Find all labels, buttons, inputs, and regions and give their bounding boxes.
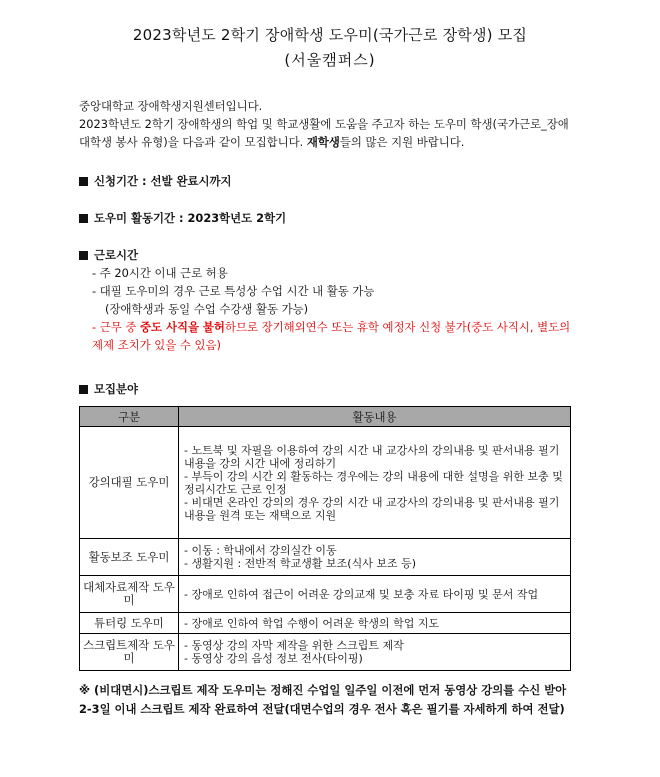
recruit-fields-heading: 모집분야 [94, 382, 139, 396]
activity-period-text: 도우미 활동기간 : 2023학년도 2학기 [94, 211, 287, 225]
intro-greeting: 중앙대학교 장애학생지원센터입니다. [79, 99, 263, 113]
description-line: - 이동 : 학내에서 강의실간 이동 [184, 544, 337, 557]
row-description [179, 613, 571, 634]
description-line: - 부득이 강의 시간 외 활동하는 경우에는 강의 내용에 대한 설명을 위한 보충 및 정리시간도 근로 인정 [184, 469, 563, 496]
intro-text [79, 97, 579, 151]
warning-text-tail: 하므로 장기해외연수 또는 휴학 예정자 신청 불가(중도 사직시, 별도의 제제 조치가 있을 수 있음) [92, 320, 571, 352]
warning-text: - 근무 중 [92, 320, 140, 334]
page-subtitle: (서울캠퍼스) [284, 51, 376, 69]
row-description [179, 539, 571, 576]
recruit-fields-table [79, 406, 571, 671]
application-period-text: 신청기간 : 선발 완료시까지 [94, 174, 232, 188]
section-application-period [79, 172, 232, 190]
work-hours-list [79, 264, 579, 318]
square-bullet-icon [79, 214, 88, 223]
row-category: 튜터링 도우미 [80, 613, 179, 634]
row-category: 강의대필 도우미 [80, 427, 179, 539]
description-line: - 장애로 인하여 접근이 어려운 강의교재 및 보충 자료 타이핑 및 문서 작업 [184, 587, 539, 601]
table-row [80, 576, 571, 613]
row-description [179, 576, 571, 613]
row-description [179, 634, 571, 671]
list-item: (장애학생과 동일 수업 수강생 활동 가능) [105, 302, 309, 316]
description-line: - 생활지원 : 전반적 학교생활 보조(식사 보조 등) [184, 557, 417, 570]
square-bullet-icon [79, 251, 88, 260]
section-work-hours [79, 246, 579, 354]
list-item: - 주 20시간 이내 근로 허용 [92, 266, 228, 280]
column-header-activity: 활동내용 [179, 407, 571, 427]
work-hours-warning [79, 318, 579, 354]
description-line: - 동영상 강의 자막 제작을 위한 스크립트 제작 [184, 639, 404, 652]
row-description [179, 427, 571, 539]
description-line: - 노트북 및 자필을 이용하여 강의 시간 내 교강사의 강의내용 및 판서내용 필기 내용을 강의 시간 내에 정리하기 [184, 443, 560, 470]
intro-emphasis: 재학생 [306, 135, 340, 149]
table-row [80, 613, 571, 634]
row-category: 활동보조 도우미 [80, 539, 179, 576]
intro-description [79, 115, 579, 151]
square-bullet-icon [79, 177, 88, 186]
intro-description-text: 2023학년도 2학기 장애학생의 학업 및 학교생활에 도움을 주고자 하는 도우미 학생(국가근로_장애대학생 봉사 유형)을 다음과 같이 모집합니다. [79, 117, 569, 149]
list-item: - 대필 도우미의 경우 근로 특성상 수업 시간 내 활동 가능 [92, 284, 375, 298]
row-category: 대체자료제작 도우미 [80, 576, 179, 613]
section-heading [79, 209, 286, 227]
description-line: - 장애로 인하여 학업 수행이 어려운 학생의 학업 지도 [184, 616, 440, 630]
section-heading [79, 172, 232, 190]
section-heading [79, 380, 138, 398]
section-recruit-fields [79, 380, 138, 398]
warning-emphasis: 중도 사직을 불허 [139, 320, 225, 334]
table-row [80, 427, 571, 539]
table-row [80, 634, 571, 671]
square-bullet-icon [79, 385, 88, 394]
section-heading [79, 246, 579, 264]
work-hours-heading: 근로시간 [94, 248, 139, 262]
section-activity-period [79, 209, 286, 227]
table-header-row [80, 407, 571, 427]
description-line: - 비대면 온라인 강의의 경우 강의 시간 내 교강사의 강의내용 및 판서내용 필기 내용을 원격 또는 재택으로 지원 [184, 495, 560, 522]
intro-description-tail: 들의 많은 지원 바랍니다. [339, 135, 465, 149]
table-row [80, 539, 571, 576]
script-helper-note: ※ (비대면시)스크립트 제작 도우미는 정해진 수업일 일주일 이전에 먼저 동영상 강의를 수신 받아 2-3일 이내 스크립트 제작 완료하여 전달(대면수업의 경우 전사 혹은 필기를 자세하게 하여 전달) [79, 683, 567, 716]
page-title: 2023학년도 2학기 장애학생 도우미(국가근로 장학생) 모집 [132, 26, 528, 44]
row-category: 스크립트제작 도우미 [80, 634, 179, 671]
column-header-category: 구분 [80, 407, 179, 427]
description-line: - 동영상 강의 음성 정보 전사(타이핑) [184, 652, 363, 665]
